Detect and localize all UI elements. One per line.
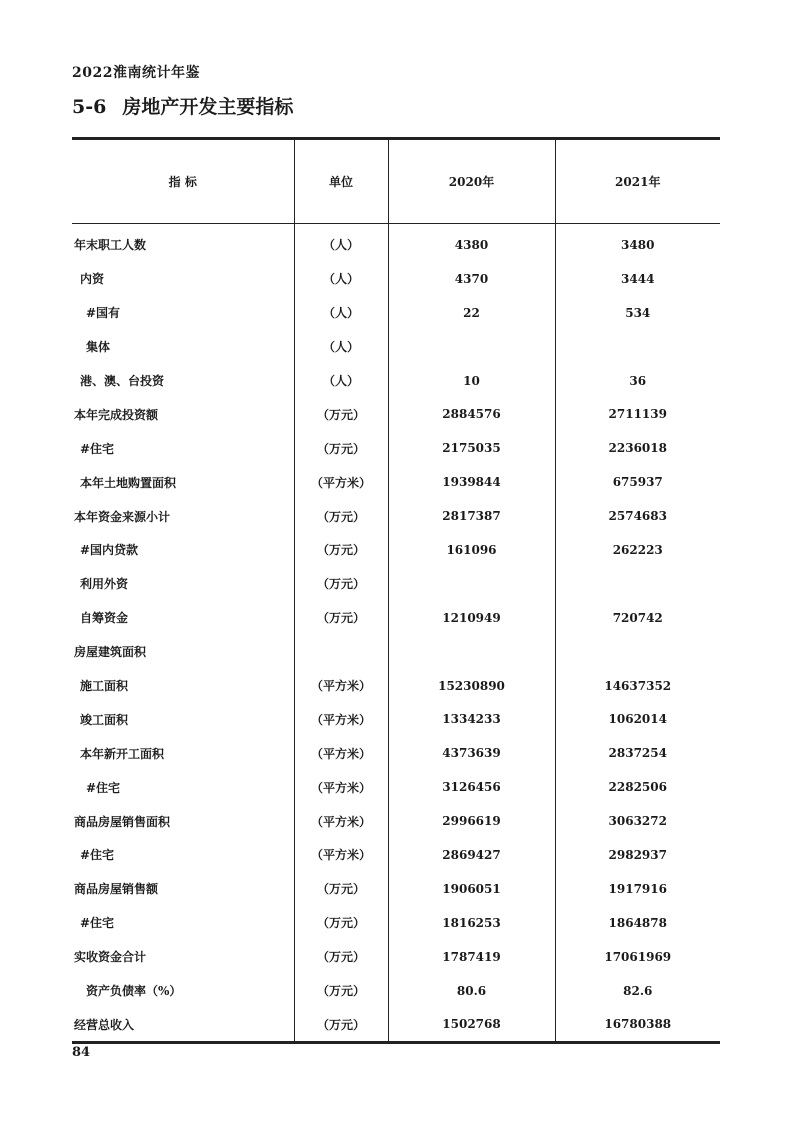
- table-row: [72, 364, 720, 398]
- table-row: [72, 770, 720, 804]
- row-value-2021: 16780388: [555, 1007, 720, 1042]
- table-row: [72, 567, 720, 601]
- row-indicator-name: 房屋建筑面积: [74, 645, 147, 660]
- row-unit: （人）: [294, 262, 388, 296]
- row-unit: （万元）: [294, 940, 388, 974]
- row-unit: （平方米）: [294, 804, 388, 838]
- table-row: [72, 702, 720, 736]
- table-row: [72, 224, 720, 262]
- row-value-2020: 4373639: [388, 736, 555, 770]
- row-indicator-name: 本年土地购置面积: [80, 475, 177, 490]
- row-value-2021: 2837254: [555, 736, 720, 770]
- row-unit: （平方米）: [294, 838, 388, 872]
- row-unit: （平方米）: [294, 465, 388, 499]
- row-value-2020: 1502768: [388, 1007, 555, 1042]
- row-unit: （万元）: [294, 397, 388, 431]
- table-row: [72, 940, 720, 974]
- row-indicator-name: 年末职工人数: [74, 238, 147, 253]
- row-value-2020: 22: [388, 296, 555, 330]
- row-value-2021: 1864878: [555, 906, 720, 940]
- row-value-2021: 36: [555, 364, 720, 398]
- indicator-table-container: [72, 137, 720, 1044]
- table-row: [72, 669, 720, 703]
- section-heading: 房地产开发主要指标: [122, 96, 294, 118]
- table-row: [72, 330, 720, 364]
- table-header-row: [72, 139, 720, 224]
- row-value-2020: 2817387: [388, 499, 555, 533]
- row-unit: （平方米）: [294, 702, 388, 736]
- table-row: [72, 974, 720, 1008]
- row-value-2021: 17061969: [555, 940, 720, 974]
- row-value-2020: 1787419: [388, 940, 555, 974]
- section-number: 5-6: [72, 96, 107, 118]
- row-unit: （万元）: [294, 499, 388, 533]
- row-indicator-name: #住宅: [80, 441, 115, 456]
- row-value-2021: 262223: [555, 533, 720, 567]
- table-row: [72, 601, 720, 635]
- row-unit: （人）: [294, 296, 388, 330]
- row-indicator-name: 内资: [80, 272, 105, 287]
- row-value-2020: 2175035: [388, 431, 555, 465]
- row-indicator-name: 本年资金来源小计: [74, 509, 171, 524]
- row-unit: （万元）: [294, 974, 388, 1008]
- row-value-2021: 534: [555, 296, 720, 330]
- row-indicator-name: #住宅: [80, 916, 115, 931]
- row-value-2021: 2982937: [555, 838, 720, 872]
- row-unit: （万元）: [294, 1007, 388, 1042]
- table-row: [72, 431, 720, 465]
- row-unit: （人）: [294, 364, 388, 398]
- table-row: [72, 906, 720, 940]
- row-value-2020: 2869427: [388, 838, 555, 872]
- row-indicator-name: 商品房屋销售额: [74, 882, 159, 897]
- row-indicator-name: 实收资金合计: [74, 950, 147, 965]
- row-unit: （平方米）: [294, 669, 388, 703]
- row-indicator-name: #国有: [86, 306, 121, 321]
- table-row: [72, 499, 720, 533]
- table-body: [72, 224, 720, 1043]
- row-indicator-name: #国内贷款: [80, 543, 139, 558]
- row-value-2020: 161096: [388, 533, 555, 567]
- row-value-2021: 2236018: [555, 431, 720, 465]
- row-value-2020: [388, 567, 555, 601]
- table-row: [72, 533, 720, 567]
- row-indicator-name: 施工面积: [80, 679, 129, 694]
- row-value-2021: 14637352: [555, 669, 720, 703]
- row-value-2020: [388, 635, 555, 669]
- row-value-2021: 3444: [555, 262, 720, 296]
- table-row: [72, 296, 720, 330]
- row-value-2021: 3063272: [555, 804, 720, 838]
- row-unit: （万元）: [294, 872, 388, 906]
- row-indicator-name: #住宅: [80, 848, 115, 863]
- row-value-2021: [555, 635, 720, 669]
- row-value-2020: 1906051: [388, 872, 555, 906]
- row-value-2021: 1062014: [555, 702, 720, 736]
- row-value-2020: 3126456: [388, 770, 555, 804]
- row-unit: （万元）: [294, 431, 388, 465]
- row-value-2021: 82.6: [555, 974, 720, 1008]
- table-row: [72, 635, 720, 669]
- row-unit: （平方米）: [294, 736, 388, 770]
- row-value-2020: 2884576: [388, 397, 555, 431]
- row-value-2021: 3480: [555, 224, 720, 262]
- book-title: 2022淮南统计年鉴: [72, 65, 200, 81]
- row-indicator-name: #住宅: [86, 780, 121, 795]
- table-row: [72, 804, 720, 838]
- row-value-2021: 675937: [555, 465, 720, 499]
- row-unit: （万元）: [294, 533, 388, 567]
- column-header-2021: 2021年: [555, 139, 720, 224]
- row-value-2020: 1334233: [388, 702, 555, 736]
- row-unit: （人）: [294, 330, 388, 364]
- row-unit: （万元）: [294, 567, 388, 601]
- row-unit: （万元）: [294, 601, 388, 635]
- column-header-indicator: 指 标: [72, 139, 294, 224]
- row-value-2021: 2574683: [555, 499, 720, 533]
- row-indicator-name: 经营总收入: [72, 1007, 294, 1042]
- row-indicator-name: 集体: [86, 340, 111, 355]
- row-value-2021: 2282506: [555, 770, 720, 804]
- row-indicator-name: 本年新开工面积: [80, 746, 165, 761]
- row-unit: [294, 635, 388, 669]
- row-value-2021: [555, 330, 720, 364]
- section-title: [72, 92, 293, 119]
- table-row: [72, 262, 720, 296]
- column-header-2020: 2020年: [388, 139, 555, 224]
- row-indicator-name: 港、澳、台投资: [80, 374, 165, 388]
- row-value-2020: [388, 330, 555, 364]
- row-indicator-name: 竣工面积: [80, 712, 129, 727]
- table-row: [72, 397, 720, 431]
- row-indicator-name: 资产负债率（%）: [86, 984, 182, 999]
- page-number: 84: [72, 1045, 91, 1060]
- row-value-2020: 4380: [388, 224, 555, 262]
- row-unit: （人）: [294, 224, 388, 262]
- column-header-unit: 单位: [294, 139, 388, 224]
- row-indicator-name: 利用外资: [80, 577, 129, 592]
- row-value-2020: 1210949: [388, 601, 555, 635]
- row-unit: （万元）: [294, 906, 388, 940]
- indicator-table: [72, 137, 720, 1044]
- row-indicator-name: 本年完成投资额: [74, 407, 159, 422]
- row-indicator-name: 商品房屋销售面积: [74, 814, 171, 829]
- table-row: [72, 872, 720, 906]
- row-value-2020: 1939844: [388, 465, 555, 499]
- row-indicator-name: 自筹资金: [80, 611, 129, 626]
- table-row: [72, 736, 720, 770]
- row-value-2020: 10: [388, 364, 555, 398]
- table-row: [72, 1007, 720, 1042]
- row-value-2020: 2996619: [388, 804, 555, 838]
- row-value-2020: 1816253: [388, 906, 555, 940]
- row-value-2021: [555, 567, 720, 601]
- table-row: [72, 838, 720, 872]
- table-row: [72, 465, 720, 499]
- row-value-2020: 15230890: [388, 669, 555, 703]
- row-value-2021: 1917916: [555, 872, 720, 906]
- row-value-2020: 4370: [388, 262, 555, 296]
- row-value-2021: 720742: [555, 601, 720, 635]
- row-value-2020: 80.6: [388, 974, 555, 1008]
- row-value-2021: 2711139: [555, 397, 720, 431]
- row-unit: （平方米）: [294, 770, 388, 804]
